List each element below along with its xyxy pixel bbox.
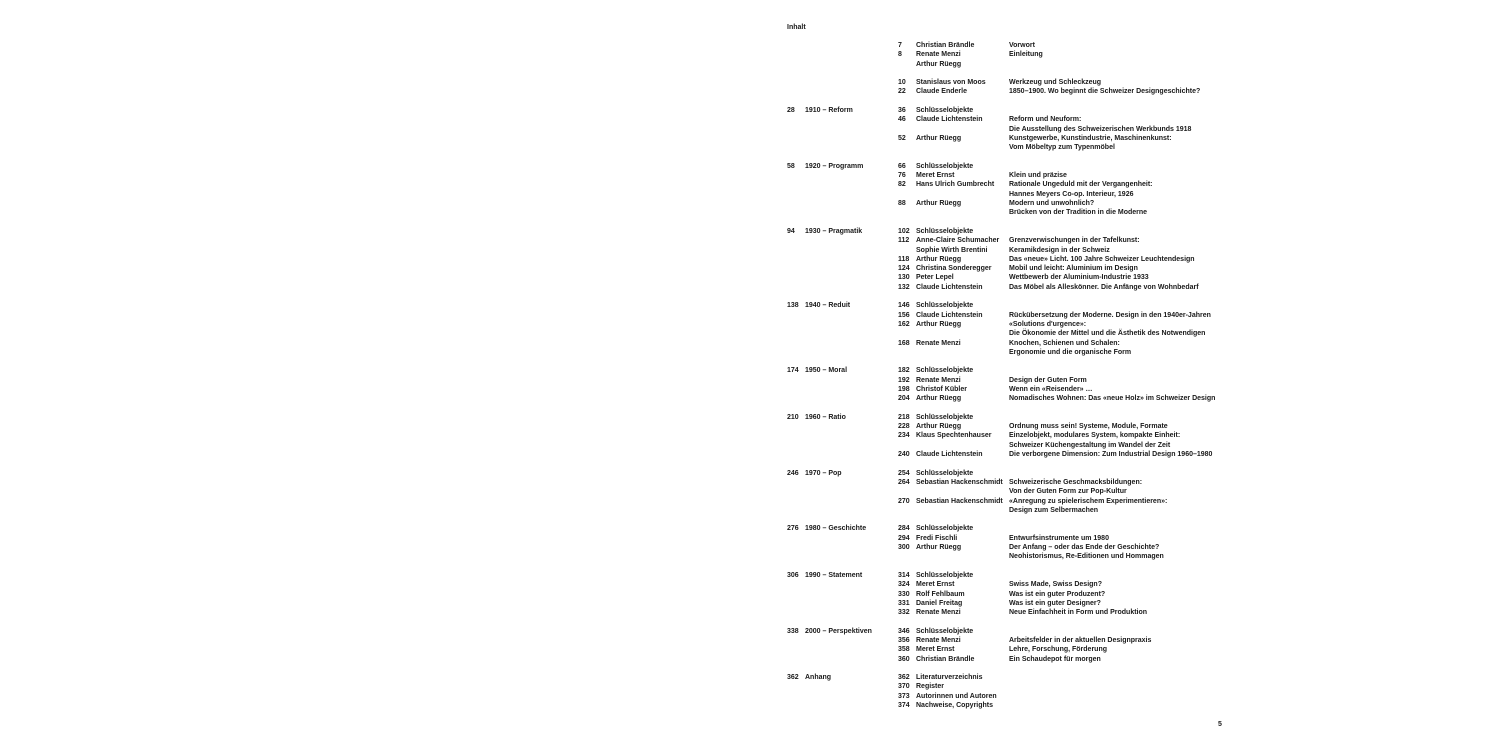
entry-title: Ein Schaudepot für morgen	[1009, 655, 1101, 663]
entry-author: Claude Lichtenstein	[916, 451, 983, 459]
toc-entry	[787, 329, 1277, 338]
entry-author: Renate Menzi	[916, 609, 961, 617]
toc-entry	[787, 162, 1277, 171]
toc-entry	[787, 311, 1277, 320]
entry-author: Anne-Claire Schumacher	[916, 237, 1000, 245]
entry-author: Stanislaus von Moos	[916, 79, 986, 87]
entry-title: Wenn ein «Reisender» …	[1009, 385, 1093, 393]
entry-author: Schlüsselobjekte	[916, 571, 974, 579]
toc-section	[787, 673, 1277, 710]
entry-page: 218	[898, 413, 910, 421]
toc-entry	[787, 301, 1277, 310]
section-title: 1950 – Moral	[805, 367, 848, 375]
entry-page: 254	[898, 469, 910, 477]
entry-page: 124	[898, 265, 910, 273]
entry-author: Christina Sonderegger	[916, 265, 992, 273]
entry-title: Werkzeug und Schleckzeug	[1009, 79, 1102, 87]
entry-author: Hans Ulrich Gumbrecht	[916, 181, 995, 189]
entry-title: Rückübersetzung der Moderne. Design in den 1940er-Jahren	[1009, 311, 1211, 319]
toc-entry	[787, 552, 1277, 561]
entry-page: 182	[898, 367, 910, 375]
entry-page: 66	[898, 162, 906, 170]
toc-section	[787, 301, 1277, 357]
entry-author: Arthur Rüegg	[916, 395, 962, 403]
entry-title: Die Ökonomie der Mittel und die Ästhetik des Notwendigen	[1009, 330, 1206, 338]
section-title: 1970 – Pop	[805, 469, 842, 477]
entry-page: 294	[898, 534, 910, 542]
toc-entry	[787, 692, 1277, 701]
entry-author: Sebastian Hackenschmidt	[916, 478, 1003, 486]
entry-page: 36	[898, 107, 906, 115]
toc-entry	[787, 422, 1277, 431]
toc-entry	[787, 469, 1277, 478]
entry-page: 346	[898, 627, 910, 635]
toc-entry	[787, 376, 1277, 385]
entry-author: Meret Ernst	[916, 172, 955, 180]
toc-entry	[787, 236, 1277, 245]
entry-title: Nomadisches Wohnen: Das «neue Holz» im Schweizer Design	[1009, 395, 1216, 403]
entry-title: Wettbewerb der Aluminium-Industrie 1933	[1009, 274, 1149, 282]
entry-page: 130	[898, 274, 910, 282]
entry-author: Autorinnen und Autoren	[916, 692, 997, 700]
toc-entry	[787, 701, 1277, 710]
entry-page: 10	[898, 79, 906, 87]
table-of-contents	[787, 41, 1277, 720]
toc-entry	[787, 366, 1277, 375]
entry-page: 76	[898, 172, 906, 180]
entry-page: 373	[898, 692, 910, 700]
toc-section	[787, 106, 1277, 152]
entry-page: 132	[898, 283, 910, 291]
entry-title: Die Ausstellung des Schweizerischen Werkbunds 1918	[1009, 125, 1192, 133]
entry-author: Renate Menzi	[916, 637, 961, 644]
toc-entry	[787, 524, 1277, 533]
section-page: 138	[787, 302, 799, 310]
entry-title: Einzelobjekt, modulares System, kompakte Einheit:	[1009, 432, 1181, 440]
entry-author: Sophie Wirth Brentini	[916, 246, 988, 254]
toc-entry	[787, 645, 1277, 654]
toc-entry	[787, 673, 1277, 682]
section-title: 1980 – Geschichte	[805, 525, 867, 533]
toc-entry	[787, 608, 1277, 617]
toc-section	[787, 162, 1277, 218]
section-page: 174	[787, 367, 799, 375]
entry-page: 8	[898, 51, 902, 59]
entry-title: Vom Möbeltyp zum Typenmöbel	[1009, 144, 1115, 152]
toc-entry	[787, 534, 1277, 543]
entry-title: Grenzverwischungen in der Tafelkunst:	[1009, 237, 1140, 245]
entry-title: Die verborgene Dimension: Zum Industrial Design 1960–1980	[1009, 451, 1213, 459]
entry-author: Claude Lichtenstein	[916, 311, 983, 319]
section-title: 1910 – Reform	[805, 107, 853, 115]
entry-page: 324	[898, 581, 910, 589]
entry-title: Knochen, Schienen und Schalen:	[1009, 339, 1120, 347]
entry-title: Keramikdesign in der Schweiz	[1009, 246, 1110, 254]
entry-author: Register	[916, 683, 945, 691]
entry-author: Daniel Freitag	[916, 599, 963, 607]
entry-title: Was ist ein guter Designer?	[1009, 599, 1101, 607]
toc-entry	[787, 115, 1277, 124]
entry-author: Christof Kübler	[916, 385, 967, 393]
toc-entry	[787, 413, 1277, 422]
entry-author: Arthur Rüegg	[916, 255, 962, 263]
entry-page: 314	[898, 571, 910, 579]
toc-entry	[787, 246, 1277, 255]
entry-page: 162	[898, 320, 910, 328]
entry-title: 1850–1900. Wo beginnt die Schweizer Designgeschichte?	[1009, 88, 1201, 96]
toc-entry	[787, 125, 1277, 134]
toc-entry	[787, 190, 1277, 199]
entry-title: Entwurfsinstrumente um 1980	[1009, 534, 1109, 542]
toc-section	[787, 524, 1277, 561]
entry-author: Nachweise, Copyrights	[916, 702, 994, 710]
entry-author: Peter Lepel	[916, 274, 954, 282]
entry-title: Design der Guten Form	[1009, 376, 1087, 384]
entry-title: Das «neue» Licht. 100 Jahre Schweizer Leuchtendesign	[1009, 255, 1195, 263]
toc-section	[787, 227, 1277, 292]
toc-entry	[787, 273, 1277, 282]
entry-title: Was ist ein guter Produzent?	[1009, 590, 1106, 598]
entry-title: Schweizerische Geschmacksbildungen:	[1009, 478, 1143, 486]
entry-page: 88	[898, 200, 906, 208]
entry-page: 332	[898, 609, 910, 617]
entry-title: Lehre, Forschung, Förderung	[1009, 646, 1108, 654]
entry-author: Sebastian Hackenschmidt	[916, 497, 1003, 505]
toc-entry	[787, 478, 1277, 487]
toc-entry	[787, 143, 1277, 152]
toc-entry	[787, 599, 1277, 608]
entry-page: 358	[898, 646, 910, 654]
section-title: 1960 – Ratio	[805, 413, 846, 421]
right-page	[750, 0, 1500, 750]
toc-section	[787, 627, 1277, 664]
section-title: 1930 – Pragmatik	[805, 227, 863, 235]
toc-entry	[787, 385, 1277, 394]
entry-page: 118	[898, 255, 910, 263]
entry-author: Christian Brändle	[916, 42, 975, 49]
toc-entry	[787, 441, 1277, 450]
entry-title: Klein und präzise	[1009, 172, 1067, 180]
toc-entry	[787, 60, 1277, 69]
entry-author: Klaus Spechtenhauser	[916, 432, 992, 440]
entry-author: Claude Lichtenstein	[916, 116, 983, 124]
entry-title: Der Anfang – oder das Ende der Geschichte?	[1009, 544, 1160, 552]
section-page: 306	[787, 571, 799, 579]
entry-title: Arbeitsfelder in der aktuellen Designpraxis	[1009, 637, 1152, 644]
entry-author: Schlüsselobjekte	[916, 302, 974, 310]
entry-title: Mobil und leicht: Aluminium im Design	[1009, 265, 1138, 273]
toc-entry	[787, 171, 1277, 180]
entry-title: Neohistorismus, Re-Editionen und Hommagen	[1009, 553, 1164, 561]
toc-entry	[787, 655, 1277, 664]
entry-title: Brücken von der Tradition in die Moderne	[1009, 209, 1148, 217]
toc-entry	[787, 487, 1277, 496]
section-page: 362	[787, 674, 799, 682]
entry-author: Christian Brändle	[916, 655, 975, 663]
entry-author: Schlüsselobjekte	[916, 107, 974, 115]
entry-author: Arthur Rüegg	[916, 134, 962, 142]
toc-entry	[787, 431, 1277, 440]
entry-author: Schlüsselobjekte	[916, 469, 974, 477]
toc-section	[787, 571, 1277, 617]
entry-title: Ergonomie und die organische Form	[1009, 348, 1132, 356]
toc-entry	[787, 41, 1277, 50]
entry-title: «Solutions d'urgence»:	[1009, 320, 1087, 328]
entry-title: Design zum Selbermachen	[1009, 506, 1099, 514]
entry-page: 234	[898, 432, 910, 440]
section-page: 338	[787, 627, 799, 635]
entry-author: Arthur Rüegg	[916, 200, 962, 208]
toc-entry	[787, 394, 1277, 403]
toc-section	[787, 469, 1277, 515]
toc-entry	[787, 87, 1277, 96]
entry-author: Schlüsselobjekte	[916, 162, 974, 170]
entry-page: 146	[898, 302, 910, 310]
entry-author: Fredi Fischli	[916, 534, 958, 542]
entry-title: Vorwort	[1009, 42, 1035, 49]
section-page: 28	[787, 107, 795, 115]
toc-entry	[787, 180, 1277, 189]
toc-entry	[787, 264, 1277, 273]
section-page: 276	[787, 525, 799, 533]
section-title: 1920 – Programm	[805, 162, 864, 170]
entry-page: 82	[898, 181, 906, 189]
entry-author: Renate Menzi	[916, 376, 961, 384]
toc-entry	[787, 590, 1277, 599]
entry-author: Schlüsselobjekte	[916, 413, 974, 421]
entry-page: 102	[898, 227, 910, 235]
entry-author: Rolf Fehlbaum	[916, 590, 965, 598]
section-title: 1940 – Reduit	[805, 302, 851, 310]
toc-entry	[787, 339, 1277, 348]
toc-section	[787, 366, 1277, 403]
toc-section	[787, 78, 1277, 97]
toc-entry	[787, 50, 1277, 59]
entry-title: Ordnung muss sein! Systeme, Module, Formate	[1009, 423, 1168, 431]
entry-page: 228	[898, 423, 910, 431]
entry-author: Meret Ernst	[916, 646, 955, 654]
entry-page: 192	[898, 376, 910, 384]
entry-page: 22	[898, 88, 906, 96]
toc-entry	[787, 208, 1277, 217]
section-page: 58	[787, 162, 795, 170]
entry-page: 52	[898, 134, 906, 142]
entry-title: Einleitung	[1009, 51, 1043, 59]
entry-title: Hannes Meyers Co-op. Interieur, 1926	[1009, 190, 1134, 198]
toc-entry	[787, 571, 1277, 580]
toc-entry	[787, 636, 1277, 645]
entry-author: Literaturverzeichnis	[916, 674, 983, 682]
entry-page: 240	[898, 451, 910, 459]
entry-page: 168	[898, 339, 910, 347]
entry-author: Schlüsselobjekte	[916, 227, 974, 235]
entry-title: Modern und unwohnlich?	[1009, 200, 1095, 208]
toc-entry	[787, 255, 1277, 264]
entry-page: 156	[898, 311, 910, 319]
toc-entry	[787, 682, 1277, 691]
section-page: 94	[787, 227, 795, 235]
entry-author: Arthur Rüegg	[916, 60, 962, 68]
entry-page: 356	[898, 637, 910, 644]
entry-title: Neue Einfachheit in Form und Produktion	[1009, 609, 1148, 617]
entry-page: 204	[898, 395, 910, 403]
entry-title: Reform und Neuform:	[1009, 116, 1082, 124]
entry-author: Arthur Rüegg	[916, 544, 962, 552]
entry-author: Schlüsselobjekte	[916, 525, 974, 533]
entry-title: Kunstgewerbe, Kunstindustrie, Maschinenkunst:	[1009, 134, 1172, 142]
toc-entry	[787, 134, 1277, 143]
entry-author: Arthur Rüegg	[916, 320, 962, 328]
toc-section	[787, 413, 1277, 459]
section-title: 2000 – Perspektiven	[805, 627, 872, 635]
entry-page: 284	[898, 525, 910, 533]
toc-section	[787, 41, 1277, 69]
toc-entry	[787, 227, 1277, 236]
toc-entry	[787, 450, 1277, 459]
entry-page: 7	[898, 42, 902, 49]
entry-page: 264	[898, 478, 910, 486]
entry-author: Arthur Rüegg	[916, 423, 962, 431]
entry-author: Renate Menzi	[916, 51, 961, 59]
entry-page: 46	[898, 116, 906, 124]
entry-author: Renate Menzi	[916, 339, 961, 347]
section-page: 246	[787, 469, 799, 477]
entry-author: Claude Lichtenstein	[916, 283, 983, 291]
toc-entry	[787, 348, 1277, 357]
entry-page: 198	[898, 385, 910, 393]
section-title: 1990 – Statement	[805, 571, 863, 579]
toc-heading: Inhalt	[787, 24, 806, 31]
toc-entry	[787, 283, 1277, 292]
entry-page: 270	[898, 497, 910, 505]
entry-page: 331	[898, 599, 910, 607]
entry-title: Das Möbel als Alleskönner. Die Anfänge von Wohnbedarf	[1009, 283, 1199, 291]
toc-entry	[787, 497, 1277, 506]
entry-page: 112	[898, 237, 910, 245]
entry-page: 374	[898, 702, 910, 710]
entry-author: Meret Ernst	[916, 581, 955, 589]
section-title: Anhang	[805, 674, 832, 682]
page-number: 5	[1218, 721, 1222, 728]
toc-entry	[787, 543, 1277, 552]
entry-title: Rationale Ungeduld mit der Vergangenheit:	[1009, 181, 1153, 189]
toc-entry	[787, 580, 1277, 589]
toc-entry	[787, 506, 1277, 515]
entry-page: 330	[898, 590, 910, 598]
entry-title: Schweizer Küchengestaltung im Wandel der Zeit	[1009, 441, 1171, 449]
entry-page: 370	[898, 683, 910, 691]
entry-author: Schlüsselobjekte	[916, 627, 974, 635]
section-page: 210	[787, 413, 799, 421]
toc-entry	[787, 199, 1277, 208]
entry-page: 360	[898, 655, 910, 663]
toc-entry	[787, 320, 1277, 329]
entry-page: 362	[898, 674, 910, 682]
toc-entry	[787, 78, 1277, 87]
entry-title: Swiss Made, Swiss Design?	[1009, 581, 1102, 589]
entry-title: «Anregung zu spielerischem Experimentieren»:	[1009, 497, 1168, 505]
toc-entry	[787, 627, 1277, 636]
entry-title: Von der Guten Form zur Pop-Kultur	[1009, 488, 1127, 496]
entry-author: Claude Enderle	[916, 88, 967, 96]
entry-page: 300	[898, 544, 910, 552]
entry-author: Schlüsselobjekte	[916, 367, 974, 375]
toc-entry	[787, 106, 1277, 115]
